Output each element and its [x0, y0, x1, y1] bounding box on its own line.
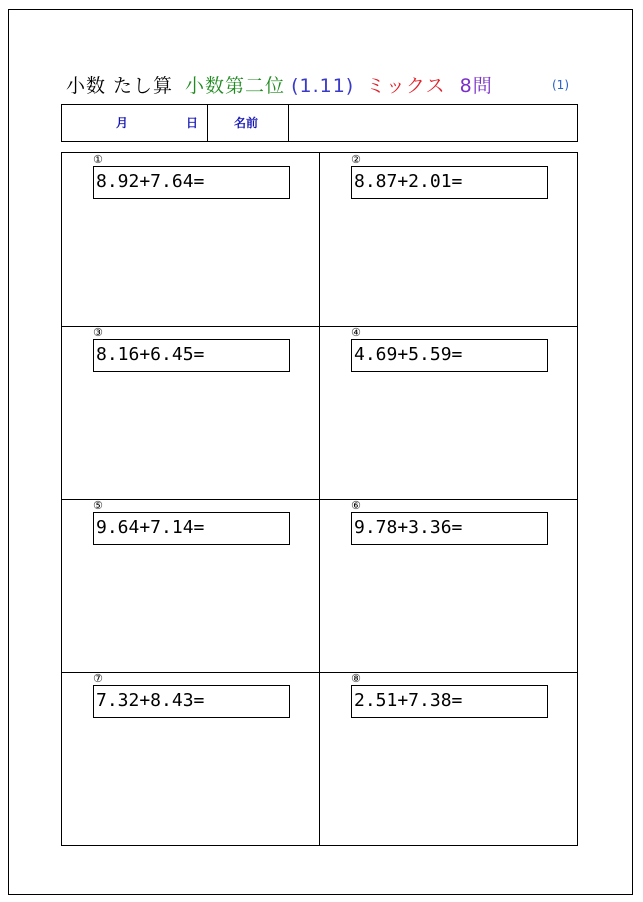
problem-expression: 8.92+7.64=	[93, 166, 290, 199]
problem-cell[interactable]	[62, 499, 320, 672]
problem-cell[interactable]	[320, 153, 578, 326]
worksheet-title	[66, 72, 493, 100]
problem-number: ⑤	[93, 499, 103, 512]
problem-cell[interactable]	[62, 153, 320, 326]
problem-number: ⑥	[351, 499, 361, 512]
problem-cell[interactable]	[62, 326, 320, 499]
problem-number: ②	[351, 153, 361, 166]
title-level: 小数第二位	[185, 75, 286, 97]
problem-expression: 2.51+7.38=	[351, 685, 548, 718]
problem-cell[interactable]	[320, 499, 578, 672]
problem-number: ③	[93, 326, 103, 339]
problem-cell[interactable]	[62, 672, 320, 845]
problem-expression: 9.78+3.36=	[351, 512, 548, 545]
date-field[interactable]	[62, 105, 208, 141]
title-format: (1.11)	[291, 75, 355, 97]
name-label: 名前	[234, 116, 259, 130]
name-date-bar	[61, 104, 578, 142]
title-subject: 小数 たし算	[66, 75, 174, 97]
problem-expression: 8.16+6.45=	[93, 339, 290, 372]
sheet-number: (1)	[552, 78, 569, 92]
problem-number: ④	[351, 326, 361, 339]
name-label-cell	[207, 105, 289, 141]
problem-number: ①	[93, 153, 103, 166]
problem-expression: 4.69+5.59=	[351, 339, 548, 372]
problem-expression: 9.64+7.14=	[93, 512, 290, 545]
problem-expression: 7.32+8.43=	[93, 685, 290, 718]
day-label: 日	[186, 116, 199, 130]
problem-number: ⑧	[351, 672, 361, 685]
problem-expression: 8.87+2.01=	[351, 166, 548, 199]
name-field[interactable]	[288, 105, 577, 141]
problem-cell[interactable]	[320, 672, 578, 845]
problem-number: ⑦	[93, 672, 103, 685]
month-label: 月	[116, 116, 129, 130]
problem-cell[interactable]	[320, 326, 578, 499]
title-mix: ミックス	[366, 75, 446, 97]
problem-grid	[61, 152, 578, 846]
title-count: 8問	[459, 75, 493, 97]
